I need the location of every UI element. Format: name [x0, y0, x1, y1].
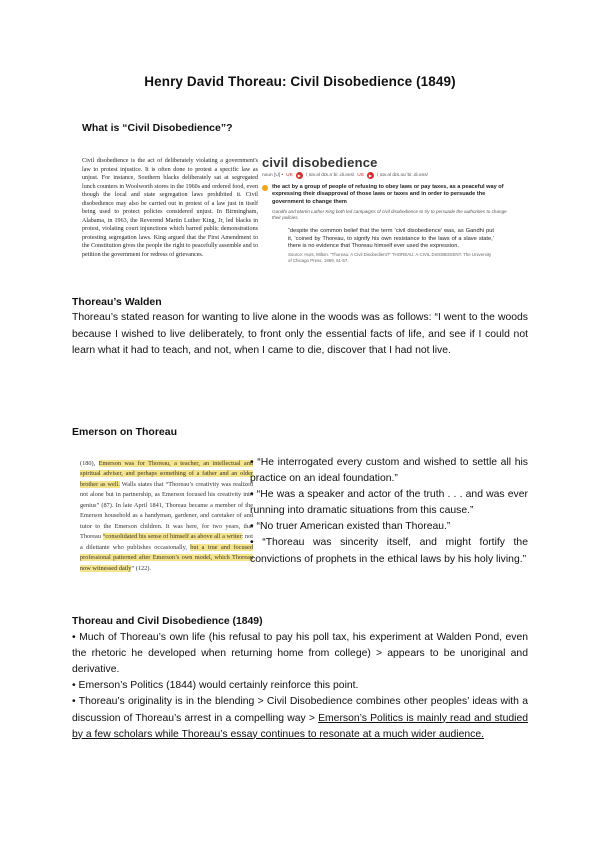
dictionary-quote: “despite the common belief that the term ‘civil disobedience’ was, as Gandhi put it, ‘coined by Thoreau, to signify his own resistance to the laws of a slave state,’ there is no evidence that Thoreau himself ever used the expression.	[288, 228, 494, 250]
quote-item: • “He interrogated every custom and wished to settle all his practice on an ideal foundation.”	[250, 457, 528, 485]
excerpt-part: Walls states that “Thoreau’s creativity was realized not alone but in partnership, as Emerson focused his creativity into genius” (87). In late April 1841, Thoreau became a member of the Emerson household as a handyman, gardener, and caretaker of and tutor to the Emerson children. It was here, for two years, that Thoreau	[80, 480, 253, 541]
dictionary-definition-row	[262, 184, 514, 206]
civil-bullet: • Much of Thoreau’s own life (his refusal to pay his poll tax, his experiment at Walden Pond, even the rhetoric he developed when returning home from college) > appears to be unoriginal and derivative.	[72, 632, 528, 676]
excerpt-part: ” (122).	[131, 564, 152, 572]
uk-pronunciation: /ˌsɪv.əl dɪs.əˈbiː.di.əns/	[305, 173, 355, 178]
definition-excerpt: Civil disobedience is the act of deliberately violating a government's law to protest injustice. It is often done to protest a specific law as unjust. For instance, Southern blacks deliberately sat at segregated lunch counters in Woolworth stores in the 1960s and ordered food, even though the local and state segregation laws prohibited it. Civil disobedience may also be carried out in protest of a law just in itself being used to protect policies considered unjust. In Birmingham, Alabama, in 1963, the Reverend Martin Luther King, Jr, led blacks in protest, violating court injunctions which barred public demonstrations protesting segregation laws. King argued that the First Amendment to the Constitution gives the people the right to peacefully assemble and to petition the government for redress of grievances.	[82, 158, 258, 258]
emerson-heading: Emerson on Thoreau	[72, 426, 178, 438]
civil-bullet-text: • Thoreau’s originality is in the blending > Civil Disobedience combines other peoples’ ideas with a discussion of Thoreau’s arrest in a compelling way >	[72, 696, 528, 724]
dictionary-example: Gandhi and Martin Luther King both led campaigns of civil disobedience to try to persuade the authorities to change their policies.	[272, 209, 507, 221]
emerson-quotes	[250, 455, 528, 568]
civil-disobedience-section	[72, 614, 528, 743]
civil-bullet	[72, 694, 528, 742]
civil-bullet: • Emerson’s Politics (1844) would certainly reinforce this point.	[72, 680, 359, 692]
us-pronunciation: /ˌsɪv.əl dɪs.oʊˈbiː.di.əns/	[376, 173, 428, 178]
dictionary-word: civil disobedience	[262, 155, 378, 170]
excerpt-part: (180),	[80, 460, 99, 467]
emerson-excerpt	[80, 459, 253, 591]
quote-item: • “He was a speaker and actor of the truth . . . and was ever running into dramatic situations from this cause.”	[250, 489, 528, 517]
page-title: Henry David Thoreau: Civil Disobedience (1849)	[144, 74, 456, 89]
civil-heading: Thoreau and Civil Disobedience (1849)	[72, 616, 263, 627]
definition-bullet-icon	[262, 185, 268, 191]
dictionary-entry	[262, 155, 514, 273]
uk-audio-icon[interactable]: ▶	[297, 173, 301, 178]
what-is-heading: What is “Civil Disobedience”?	[82, 122, 233, 134]
quote-item: • “Thoreau was sincerity itself, and might fortify the convictions of prophets in the ethical laws by his holy living.”	[250, 537, 528, 565]
uk-label: UK	[286, 173, 293, 178]
dictionary-definition: the act by a group of people of refusing to obey laws or pay taxes, as a peaceful way of expressing their disapproval of those laws or taxes and in order to persuade the government to change them	[272, 184, 504, 205]
excerpt-highlight: “consolidated his sense of himself as above all a writer	[102, 533, 242, 541]
walden-paragraph: Thoreau’s stated reason for wanting to live alone in the woods was as follows: “I went to the woods because I wished to live deliberately, to front only the essential facts of life, and see if I could not learn what it had to teach, and not, when I came to die, discover that I had not live.	[72, 312, 528, 357]
dictionary-source: Source: Hunt, Milton. “Thoreau: A Civil Disobedient?” THOREAU: A CIVIL DISOBEDIENT. The University of Chicago Press, 1959, 51-57.	[288, 252, 492, 263]
word-class: noun [U] •	[262, 173, 284, 178]
us-audio-icon[interactable]: ▶	[368, 173, 372, 178]
excerpt-part: : not a dilettante who publishes occasionally,	[80, 533, 253, 551]
quote-item: • “No truer American existed than Thoreau.”	[250, 521, 451, 533]
excerpt-highlight: but a true and focused professional patterned after Emerson’s own model, which Thoreau now witnessed daily	[80, 543, 253, 572]
walden-heading: Thoreau’s Walden	[72, 296, 162, 308]
dictionary-pronunciation	[262, 172, 514, 179]
excerpt-highlight: Emerson was for Thoreau, a teacher, an intellectual and spiritual adviser, and perhaps something of a father and an older brother as well.	[80, 460, 253, 488]
us-label: US	[357, 173, 364, 178]
civil-underlined-text: Emerson’s Politics is mainly read and studied by a few scholars while Thoreau’s essay continues to resonate at a much wider audience.	[72, 712, 528, 740]
